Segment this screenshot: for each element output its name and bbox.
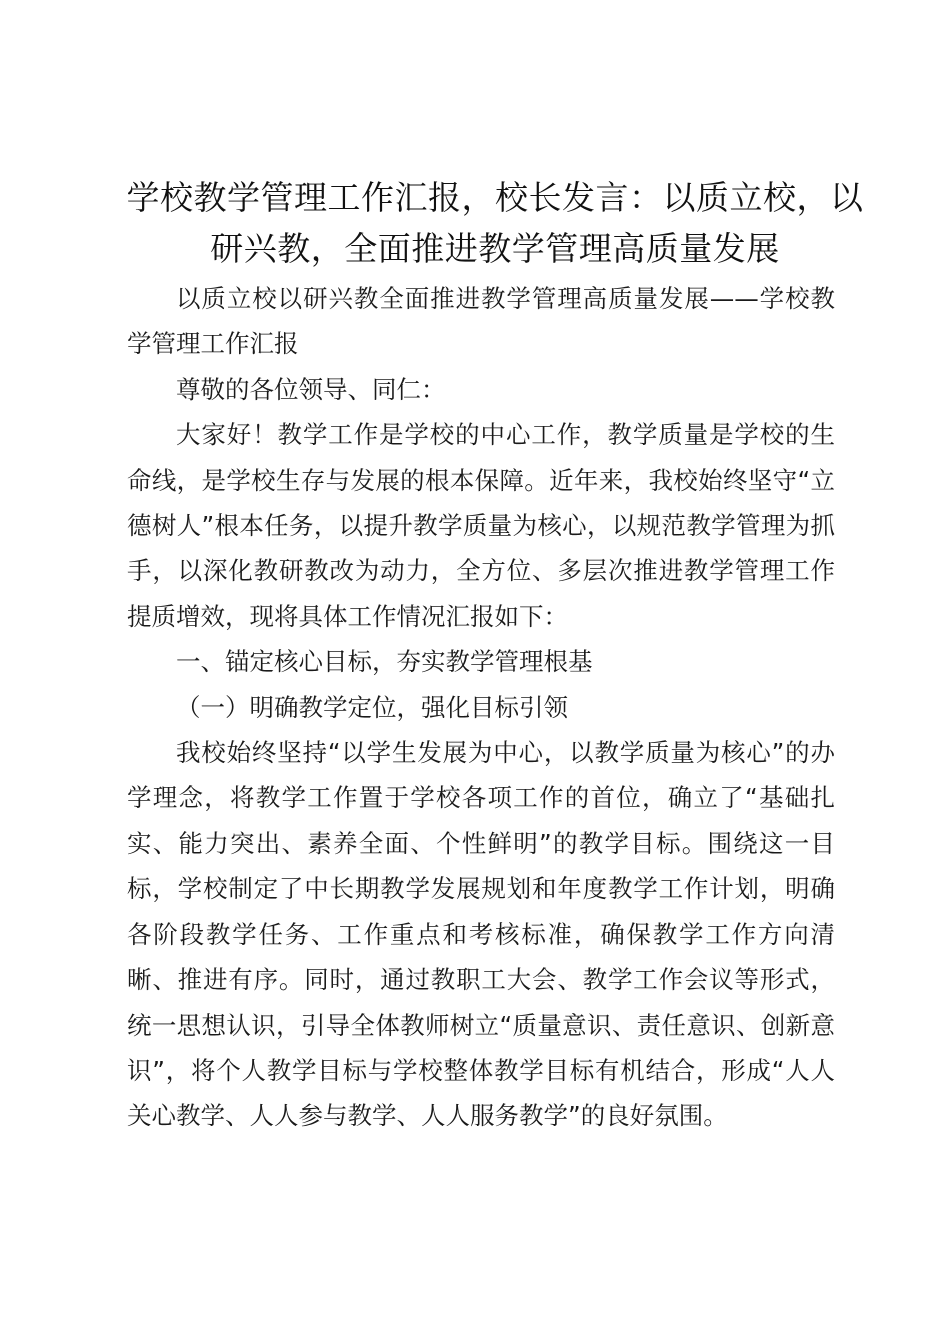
subtitle-paragraph: 以质立校以研兴教全面推进教学管理高质量发展——学校教学管理工作汇报 [127, 284, 835, 359]
section-heading: 一、锚定核心目标，夯实教学管理根基 [176, 647, 593, 677]
subsection-heading: （一）明确教学定位，强化目标引领 [176, 692, 568, 722]
document-title: 学校教学管理工作汇报，校长发言：以质立校，以研兴教，全面推进教学管理高质量发展 [126, 178, 864, 268]
body-paragraph: 我校始终坚持“以学生发展为中心，以教学质量为核心”的办学理念，将教学工作置于学校各项工作的首位，确立了“基础扎实、能力突出、素养全面、个性鲜明”的教学目标。围绕这一目标，学校制定了中长期教学发展规划和年度教学工作计划，明确各阶段教学任务、工作重点和考核标准，确保教学工作方向清晰、推进有序。同时，通过教职工大会、教学工作会议等形式，统一思想认识，引导全体教师树立“质量意识、责任意识、创新意识”，将个人教学目标与学校整体教学目标有机结合，形成“人人关心教学、人人参与教学、人人服务教学”的良好氛围。 [127, 738, 835, 1131]
document-body [127, 276, 835, 1139]
salutation-paragraph: 尊敬的各位领导、同仁： [176, 374, 446, 404]
intro-paragraph: 大家好！教学工作是学校的中心工作，教学质量是学校的生命线，是学校生存与发展的根本保障。近年来，我校始终坚守“立德树人”根本任务，以提升教学质量为核心，以规范教学管理为抓手，以深化教研教改为动力，全方位、多层次推进教学管理工作提质增效，现将具体工作情况汇报如下： [127, 420, 835, 631]
